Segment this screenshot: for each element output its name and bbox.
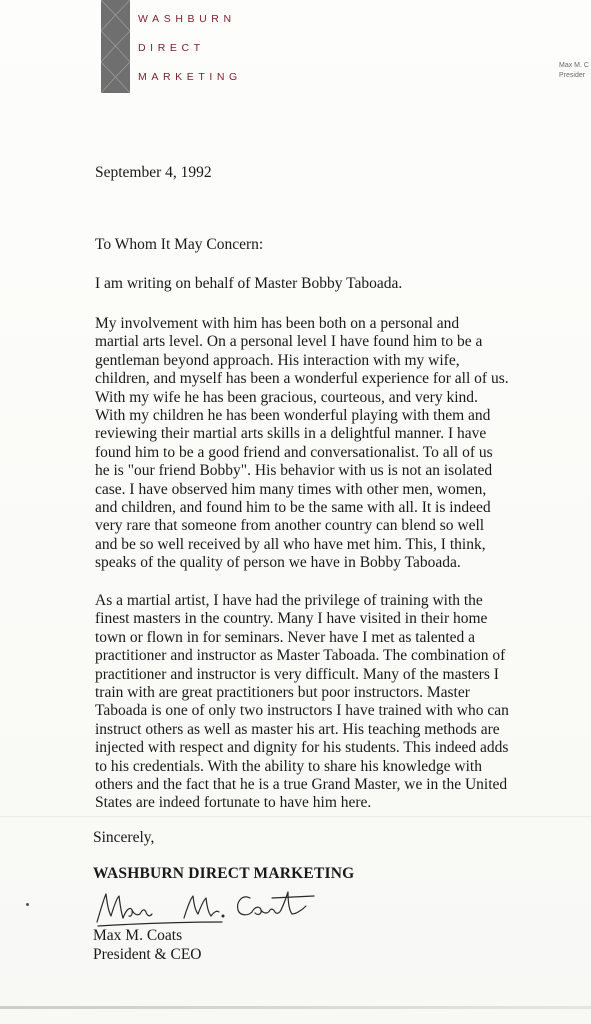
paragraph-line: very rare that someone from another country can blend so well bbox=[95, 517, 485, 535]
paragraph-line: speaks of the quality of person we have in Bobby Taboada. bbox=[95, 554, 461, 572]
paragraph-line: finest masters in the country. Many I have visited in their home bbox=[95, 610, 488, 628]
paragraph-line: instruct others as well as master his art. His teaching methods are bbox=[95, 720, 500, 738]
paragraph-line: Taboada is one of only two instructors I have trained with who can bbox=[95, 702, 509, 720]
paragraph-line: With my wife he has been gracious, courteous, and very kind. bbox=[95, 388, 478, 406]
opening-line: I am writing on behalf of Master Bobby Taboada. bbox=[95, 275, 403, 292]
paragraph-line: practitioner and instructor is very difficult. Many of the masters I bbox=[95, 665, 499, 683]
signer-block bbox=[93, 926, 202, 964]
paper-fold-line bbox=[0, 816, 591, 817]
company-name-line-3: MARKETING bbox=[138, 71, 242, 83]
paragraph-line: others and the fact that he is a true Grand Master, we in the United bbox=[95, 776, 508, 794]
handwritten-signature bbox=[92, 884, 332, 928]
paragraph-line: With my children he has been wonderful playing with them and bbox=[95, 407, 491, 425]
paper-bottom-edge bbox=[0, 1006, 591, 1009]
paragraph-line: and children, and found him to be the same with all. It is indeed bbox=[95, 499, 491, 517]
company-logo-mark bbox=[101, 0, 130, 93]
letterhead-executive bbox=[559, 61, 589, 81]
scan-speck bbox=[26, 903, 29, 906]
paragraph-personal bbox=[95, 315, 591, 573]
signer-name: Max M. Coats bbox=[93, 927, 183, 944]
letter-date: September 4, 1992 bbox=[95, 164, 212, 181]
paragraph-line: town or flown in for seminars. Never have I met as talented a bbox=[95, 628, 476, 646]
paragraph-line: My involvement with him has been both on a personal and bbox=[95, 315, 460, 332]
paragraph-line: reviewing their martial arts skills in a delightful manner. I have bbox=[95, 425, 487, 443]
paragraph-line: train with are great practitioners but poor instructors. Master bbox=[95, 684, 470, 702]
paragraph-line: and be so well received by all who have met him. This, I think, bbox=[95, 535, 486, 553]
paragraph-martial-arts bbox=[95, 592, 591, 813]
paragraph-line: martial arts level. On a personal level I have found him to be a bbox=[95, 333, 483, 351]
letterhead-exec-name: Max M. C bbox=[559, 62, 589, 69]
paragraph-line: children, and myself has been a wonderful experience for all of us. bbox=[95, 370, 509, 388]
company-name-line-1: WASHBURN bbox=[138, 13, 236, 25]
closing: Sincerely, bbox=[93, 829, 155, 846]
firm-name: WASHBURN DIRECT MARKETING bbox=[93, 865, 355, 882]
signer-title: President & CEO bbox=[93, 946, 202, 963]
paragraph-line: found him to be a good friend and conversationalist. To all of us bbox=[95, 443, 493, 461]
paragraph-line: practitioner and instructor as Master Taboada. The combination of bbox=[95, 647, 506, 665]
paragraph-line: to his credentials. With the ability to share his knowledge with bbox=[95, 757, 482, 775]
paragraph-line: case. I have observed him many times with other men, women, bbox=[95, 480, 487, 498]
paragraph-line: injected with respect and dignity for his students. This indeed adds bbox=[95, 739, 509, 757]
paragraph-line: he is "our friend Bobby". His behavior with us is not an isolated bbox=[95, 462, 493, 480]
letterhead-exec-title: Presider bbox=[559, 72, 586, 79]
salutation: To Whom It May Concern: bbox=[95, 236, 264, 253]
paragraph-line: States are indeed fortunate to have him here. bbox=[95, 794, 372, 812]
company-name-line-2: DIRECT bbox=[138, 42, 205, 54]
paragraph-line: gentleman beyond approach. His interaction with my wife, bbox=[95, 351, 460, 369]
paragraph-line: As a martial artist, I have had the privilege of training with the bbox=[95, 592, 483, 609]
